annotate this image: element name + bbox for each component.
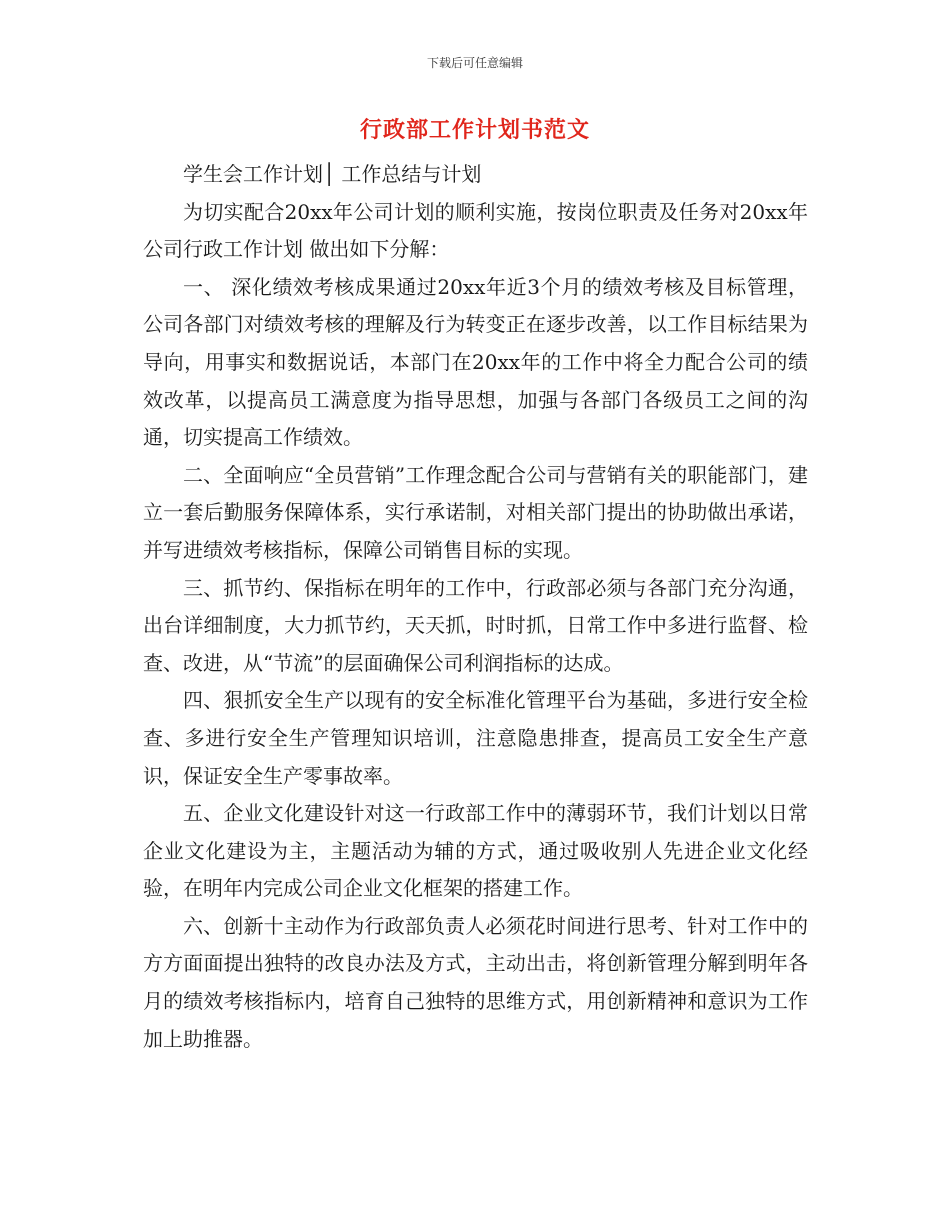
paragraph-section-1: 一、 深化绩效考核成果通过20xx年近3个月的绩效考核及目标管理，公司各部门对绩效考核的理解及行为转变正在逐步改善，以工作目标结果为导向，用事实和数据说话，本部门在20xx年的工作中将全力配合公司的绩效改革，以提高员工满意度为指导思想，加强与各部门各级员工之间的沟通，切实提高工作绩效。 (143, 274, 808, 450)
paragraph-section-6: 六、创新十主动作为行政部负责人必须花时间进行思考、针对工作中的方方面面提出独特的改良办法及方式，主动出击，将创新管理分解到明年各月的绩效考核指标内，培育自己独特的思维方式，用创新精神和意识为工作加上助推器。 (143, 913, 808, 1051)
paragraph-section-3: 三、抓节约、保指标在明年的工作中，行政部必须与各部门充分沟通，出台详细制度，大力抓节约，天天抓，时时抓，日常工作中多进行监督、检查、改进，从“节流”的层面确保公司利润指标的达成。 (143, 575, 808, 675)
document-body (143, 156, 808, 1058)
paragraph-section-4: 四、狠抓安全生产以现有的安全标准化管理平台为基础，多进行安全检查、多进行安全生产管理知识培训，注意隐患排查，提高员工安全生产意识，保证安全生产零事故率。 (143, 688, 808, 788)
paragraph-category: 学生会工作计划│ 工作总结与计划 (183, 162, 482, 186)
paragraph-section-2: 二、全面响应“全员营销”工作理念配合公司与营销有关的职能部门，建立一套后勤服务保障体系，实行承诺制，对相关部门提出的协助做出承诺，并写进绩效考核指标，保障公司销售目标的实现。 (143, 462, 808, 562)
document-title: 行政部工作计划书范文 (359, 117, 590, 143)
paragraph-intro: 为切实配合20xx年公司计划的顺利实施，按岗位职责及任务对20xx年公司行政工作计划 做出如下分解： (143, 199, 808, 262)
paragraph-section-5: 五、企业文化建设针对这一行政部工作中的薄弱环节，我们计划以日常企业文化建设为主，主题活动为辅的方式，通过吸收别人先进企业文化经验，在明年内完成公司企业文化框架的搭建工作。 (143, 801, 808, 901)
header-note: 下载后可任意编辑 (426, 56, 523, 70)
